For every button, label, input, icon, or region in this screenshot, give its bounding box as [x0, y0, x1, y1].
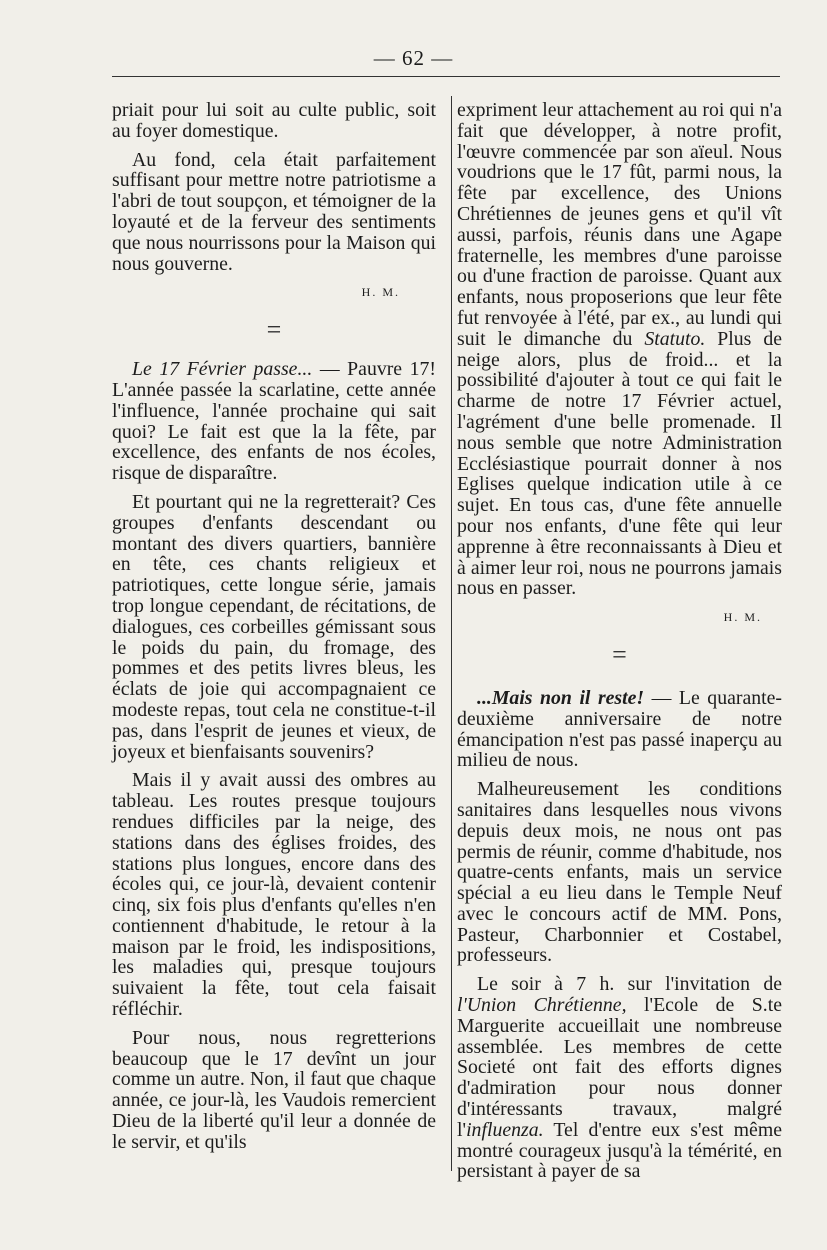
paragraph-text: Le soir à 7 h. sur l'invitation de	[477, 973, 782, 996]
paragraph-text: — Pauvre 17! L'année passée la scarlatine, cette année l'influence, l'année prochaine qui sait quoi? Le fait est que la la fête, par excellence, des enfants de nos écoles, risque de disparaître.	[112, 358, 436, 485]
signature: H. M.	[361, 285, 400, 300]
paragraph	[112, 100, 436, 142]
page-number: — 62 —	[373, 46, 454, 70]
paragraph: Pour nous, nous regretterions beaucoup que le 17 devînt un jour comme un autre. Non, il faut que chaque année, ce jour-là, les Vaudois remercient Dieu de la liberté qu'il leur a donnée de le servir, et qu'ils	[112, 1026, 436, 1153]
paragraph	[457, 974, 782, 1182]
paragraph	[457, 100, 782, 599]
article-paragraph	[457, 688, 782, 771]
article-lead: Le 17 Février passe...	[132, 358, 313, 381]
section-separator: =	[266, 315, 282, 345]
italic-text: l'Union Chrétienne,	[457, 994, 627, 1017]
paragraph-text: — Le quarante-deuxième anniversaire de notre émancipation n'est pas passé inaperçu au milieu de nous.	[457, 686, 782, 772]
italic-text: Statuto.	[644, 327, 706, 350]
left-column	[112, 100, 436, 1161]
italic-text: influenza.	[466, 1118, 544, 1141]
column-divider	[451, 96, 452, 1171]
header-rule	[112, 76, 780, 77]
paragraph-text: Tel d'entre eux s'est même montré courageux jusqu'à la témérité, en persistant à payer de sa	[457, 1118, 782, 1183]
paragraph-text: l'Ecole de S.te Marguerite accueillait une nombreuse assemblée. Les membres de cette Societé ont fait des efforts dignes d'admiration pour nous donner d'intéressants travaux, malgré l'	[457, 994, 783, 1141]
right-column	[457, 100, 782, 1190]
paragraph-text: expriment leur attachement au roi qui n'a fait que développer, à notre profit, l'œuvre commencée par son aïeul. Nous voudrions que le 17 fût, parmi nous, la fête par excellence, des Unions Chrétiennes de jeunes gens et qu'il vît aussi, parfois, réunis dans une Agape fraternelle, les membres d'une paroisse ou d'une fraction de paroisse. Quant aux enfants, nous proposerions que leur fête fut renvoyée à l'été, par ex., au lundi qui suit le dimanche du	[457, 99, 782, 350]
paragraph: Malheureusement les conditions sanitaires dans lesquelles nous vivons depuis deux mois, ne nous ont pas permis de réunir, comme d'habitude, nos quatre-cents enfants, mais un service spécial a eu lieu dans le Temple Neuf avec le concours actif de MM. Pons, Pasteur, Charbonnier et Costabel, professeurs.	[457, 778, 782, 967]
article-lead: ...Mais non il reste!	[477, 686, 645, 709]
paragraph-text: priait pour lui soit au culte public, soit au foyer domestique.	[112, 99, 436, 142]
paragraph-text: Plus de neige alors, plus de froid... et la possibilité d'ajouter à tout ce qui fait le charme de notre 17 Février actuel, l'agrément d'une belle promenade. Il nous semble que notre Administration Ecclésiastique pourrait donner à nos Eglises quelque indication utile à ce sujet. En tous cas, d'une fête annuelle pour nos enfants, d'une fête qui leur apprenne à être reconnaissants à Dieu et à aimer leur roi, nous ne pourrons jamais nous en passer.	[457, 327, 783, 600]
article-paragraph	[112, 359, 436, 484]
section-separator: =	[612, 639, 627, 669]
paragraph: Mais il y avait aussi des ombres au tableau. Les routes presque toujours rendues difficiles par la neige, des stations dans des églises froides, des stations plus longues, encore dans des écoles qui, ce jour-là, devaient contenir cinq, six fois plus d'enfants qu'elles n'en contiennent d'habitude, le retour à la maison par le froid, les indispositions, les maladies qui, presque toujours suivaient la fête, tout cela faisait réfléchir.	[112, 769, 436, 1021]
signature: H. M.	[723, 610, 762, 625]
paragraph: Au fond, cela était parfaitement suffisant pour mettre notre patriotisme a l'abri de tout soupçon, et témoigner de la loyauté et de la ferveur des sentiments que nous nourrissons pour la Maison qui nous gouverne.	[112, 148, 436, 275]
paragraph: Et pourtant qui ne la regretterait? Ces groupes d'enfants descendant ou montant des divers quartiers, bannière en tête, ces chants religieux et patriotiques, cette longue série, jamais trop longue cependant, de récitations, de dialogues, ces corbeilles gémissant sous le poids du pain, du fromage, des pommes et des petits livres bleus, les éclats de joie qui accompagnaient ce modeste repas, tout cela ne constitue-t-il pas, dans l'esprit de jeunes et vieux, de joyeux et bienfaisants souvenirs?	[112, 490, 436, 763]
